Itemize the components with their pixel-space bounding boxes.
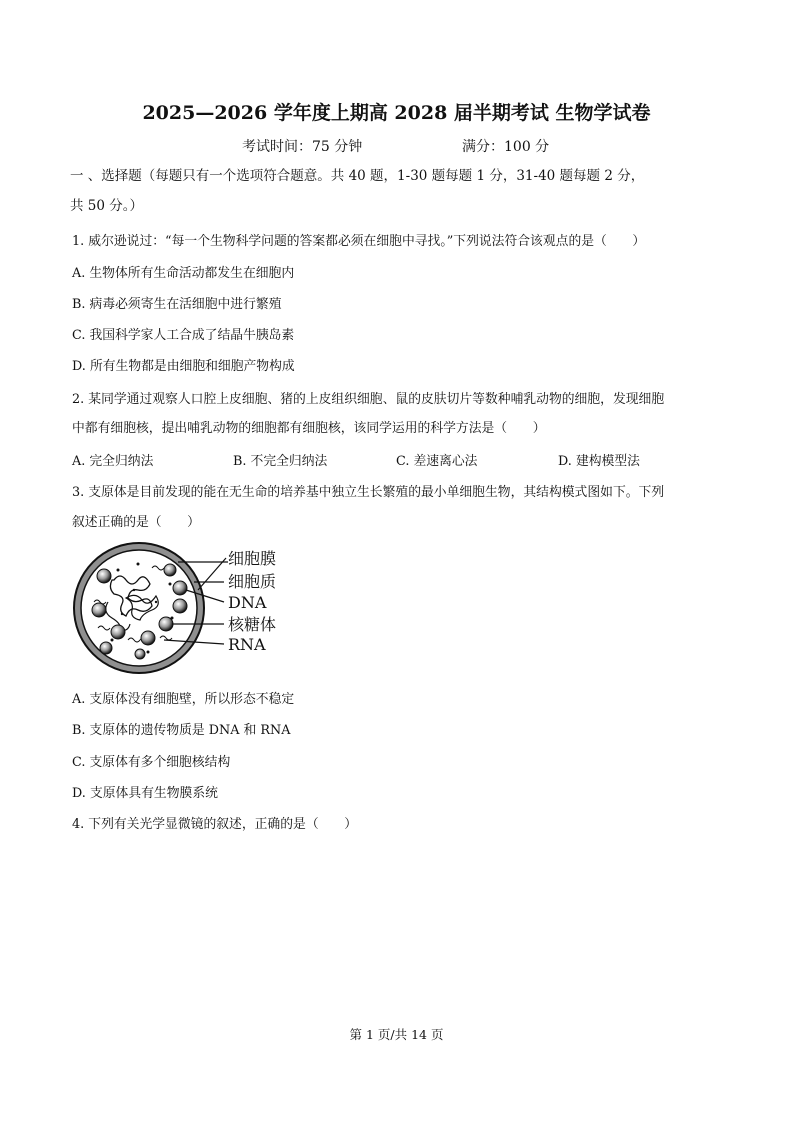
label-cell-membrane: 细胞膜 xyxy=(228,549,277,568)
question-2-option-a: A. 完全归纳法 xyxy=(72,454,154,469)
question-2-option-b: B. 不完全归纳法 xyxy=(233,454,328,469)
question-3-stem-cont: 叙述正确的是（ ） xyxy=(72,515,200,530)
question-3-stem: 3. 支原体是目前发现的能在无生命的培养基中独立生长繁殖的最小单细胞生物，其结构模式图如下。下列 xyxy=(72,485,665,500)
label-dna: DNA xyxy=(228,593,267,612)
label-ribosome: 核糖体 xyxy=(228,615,277,634)
question-1-option-a: A. 生物体所有生命活动都发生在细胞内 xyxy=(72,266,295,281)
full-score: 满分：100 分 xyxy=(462,139,550,155)
label-cytoplasm: 细胞质 xyxy=(228,572,277,591)
question-2-option-d: D. 建构模型法 xyxy=(558,454,640,469)
section-heading-cont: 共 50 分。） xyxy=(70,198,144,214)
question-3-option-a: A. 支原体没有细胞壁，所以形态不稳定 xyxy=(72,692,295,707)
question-2-option-c: C. 差速离心法 xyxy=(396,454,478,469)
question-3-option-c: C. 支原体有多个细胞核结构 xyxy=(72,755,231,770)
question-1-option-c: C. 我国科学家人工合成了结晶牛胰岛素 xyxy=(72,328,295,343)
mycoplasma-structure-diagram xyxy=(68,540,290,676)
question-3-option-b: B. 支原体的遗传物质是 DNA 和 RNA xyxy=(72,723,291,738)
question-1-option-d: D. 所有生物都是由细胞和细胞产物构成 xyxy=(72,359,295,374)
exam-time: 考试时间：75 分钟 xyxy=(242,139,363,155)
question-1-stem: 1. 威尔逊说过：“每一个生物科学问题的答案都必须在细胞中寻找。”下列说法符合该观点的是（ ） xyxy=(72,234,646,249)
page-title: 2025—2026 学年度上期高 2028 届半期考试 生物学试卷 xyxy=(142,102,651,124)
section-heading: 一 、选择题（每题只有一个选项符合题意。共 40 题，1-30 题每题 1 分，31-40 题每题 2 分， xyxy=(70,168,645,184)
page-number: 第 1 页/共 14 页 xyxy=(349,1027,444,1042)
question-2-stem: 2. 某同学通过观察人口腔上皮细胞、猪的上皮组织细胞、鼠的皮肤切片等数种哺乳动物的细胞，发现细胞 xyxy=(72,392,665,407)
label-rna: RNA xyxy=(228,635,266,654)
question-1-option-b: B. 病毒必须寄生在活细胞中进行繁殖 xyxy=(72,297,282,312)
question-4-stem: 4. 下列有关光学显微镜的叙述，正确的是（ ） xyxy=(72,817,358,832)
question-3-option-d: D. 支原体具有生物膜系统 xyxy=(72,786,218,801)
question-2-stem-cont: 中都有细胞核，提出哺乳动物的细胞都有细胞核，该同学运用的科学方法是（ ） xyxy=(72,421,546,436)
